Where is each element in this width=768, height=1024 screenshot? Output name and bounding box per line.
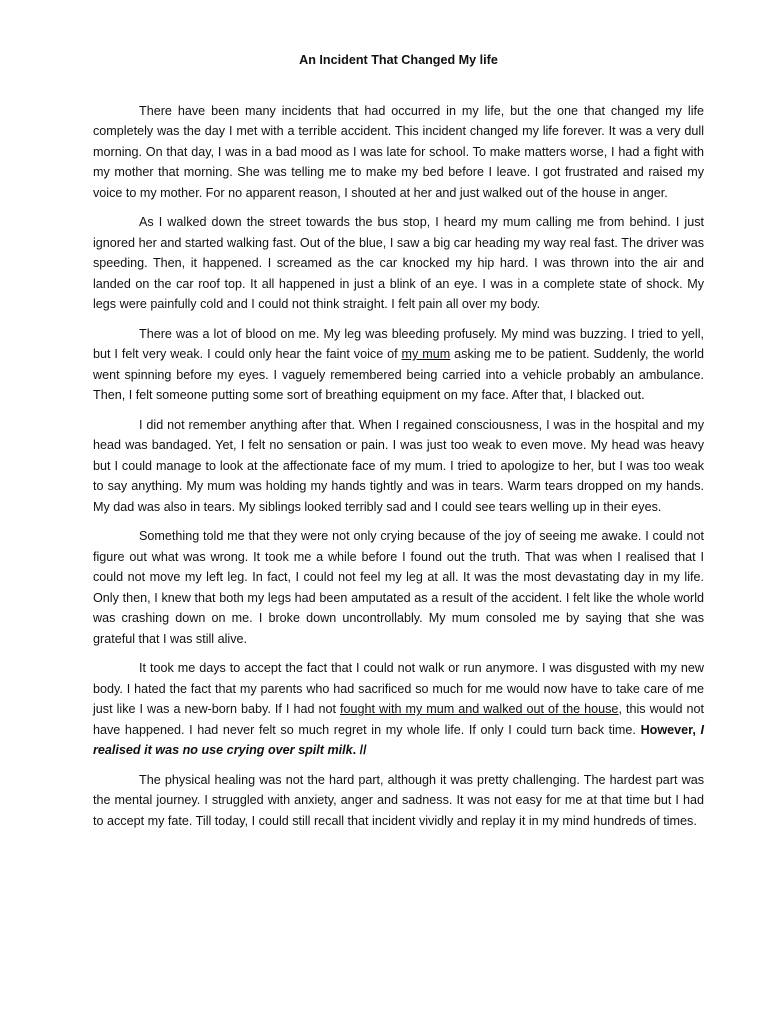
paragraph-3-text-end: asking me to be patient. Suddenly, the world went spinning before my eyes. I vaguely remembered being carried into a vehicle probably an ambulance. Then, I felt someone putting some sort of breathing equipment on my face. After that, I blacked out. (93, 347, 704, 402)
document-title: An Incident That Changed My life (299, 53, 498, 67)
paragraph-6-text-middle: , this would not have happened. I had never felt so much regret in my whole life. If only I could turn back time. (93, 702, 705, 737)
paragraph-6 (93, 658, 704, 761)
paragraph-3-text-start: There was a lot of blood on me. My leg was bleeding profusely. My mind was buzzing. I tried to yell, but I felt very weak. I could only hear the faint voice of (93, 326, 704, 361)
paragraph-1: There have been many incidents that had occurred in my life, but the one that changed my life completely was the day I met with a terrible accident. This incident changed my life forever. It was a very dull morning. On that day, I was in a bad mood as I was late for school. To make matters worse, I had a fight with my mother that morning. She was telling me to make my bed before I leave. I got frustrated and raised my voice to my mother. For no apparent reason, I shouted at her and just walked out of the house in anger. (93, 103, 704, 200)
paragraph-5: Something told me that they were not only crying because of the joy of seeing me awake. I could not figure out what was wrong. It took me a while before I found out the truth. That was when I realised that I could not move my left leg. In fact, I could not feel my leg at all. It was the most devastating day in my life. Only then, I knew that both my legs had been amputated as a result of the accident. I felt like the whole world was crashing down on me. I broke down uncontrollably. My mum consoled me by saying that she was grateful that I was still alive. (93, 529, 704, 646)
paragraph-3 (93, 324, 704, 406)
paragraph-6-text-start: It took me days to accept the fact that I could not walk or run anymore. I was disgusted with my new body. I hated the fact that my parents who had sacrificed so much for me would now have to take care of me just like I was a new-born baby. If I had not (93, 661, 704, 716)
paragraph-7: The physical healing was not the hard part, although it was pretty challenging. The hardest part was the mental journey. I struggled with anxiety, anger and sadness. It was not easy for me at that time but I had to accept my fate. Till today, I could still recall that incident vividly and replay it in my mind hundreds of times. (93, 772, 704, 828)
underlined-phrase-fought: fought with my mum and walked out of the house (340, 702, 619, 716)
bold-ending: . // (352, 743, 367, 757)
bold-however: However, (640, 722, 701, 737)
paragraph-2: As I walked down the street towards the bus stop, I heard my mum calling me from behind. I just ignored her and started walking fast. Out of the blue, I saw a big car heading my way real fast. The driver was speeding. Then, it happened. I screamed as the car knocked my hip hard. I was thrown into the air and landed on the car roof top. It all happened in just a blink of an eye. I was in a complete state of shock. My legs were painfully cold and I could not think straight. I felt pain all over my body. (93, 215, 704, 311)
bold-italic-conclusion: I realised it was no use crying over spilt milk (93, 722, 704, 757)
underlined-phrase-my-mum: my mum (401, 347, 451, 361)
paragraph-4: I did not remember anything after that. When I regained consciousness, I was in the hospital and my head was bandaged. Yet, I felt no sensation or pain. I was just too weak to even move. My head was heavy but I could manage to look at the affectionate face of my mum. I tried to apologize to her, but I was too weak to say anything. My mum was holding my hands tightly and was in tears. Warm tears dropped on my hands. My dad was also in tears. My siblings looked terribly sad and I could see tears welling up in their eyes. (93, 417, 704, 514)
